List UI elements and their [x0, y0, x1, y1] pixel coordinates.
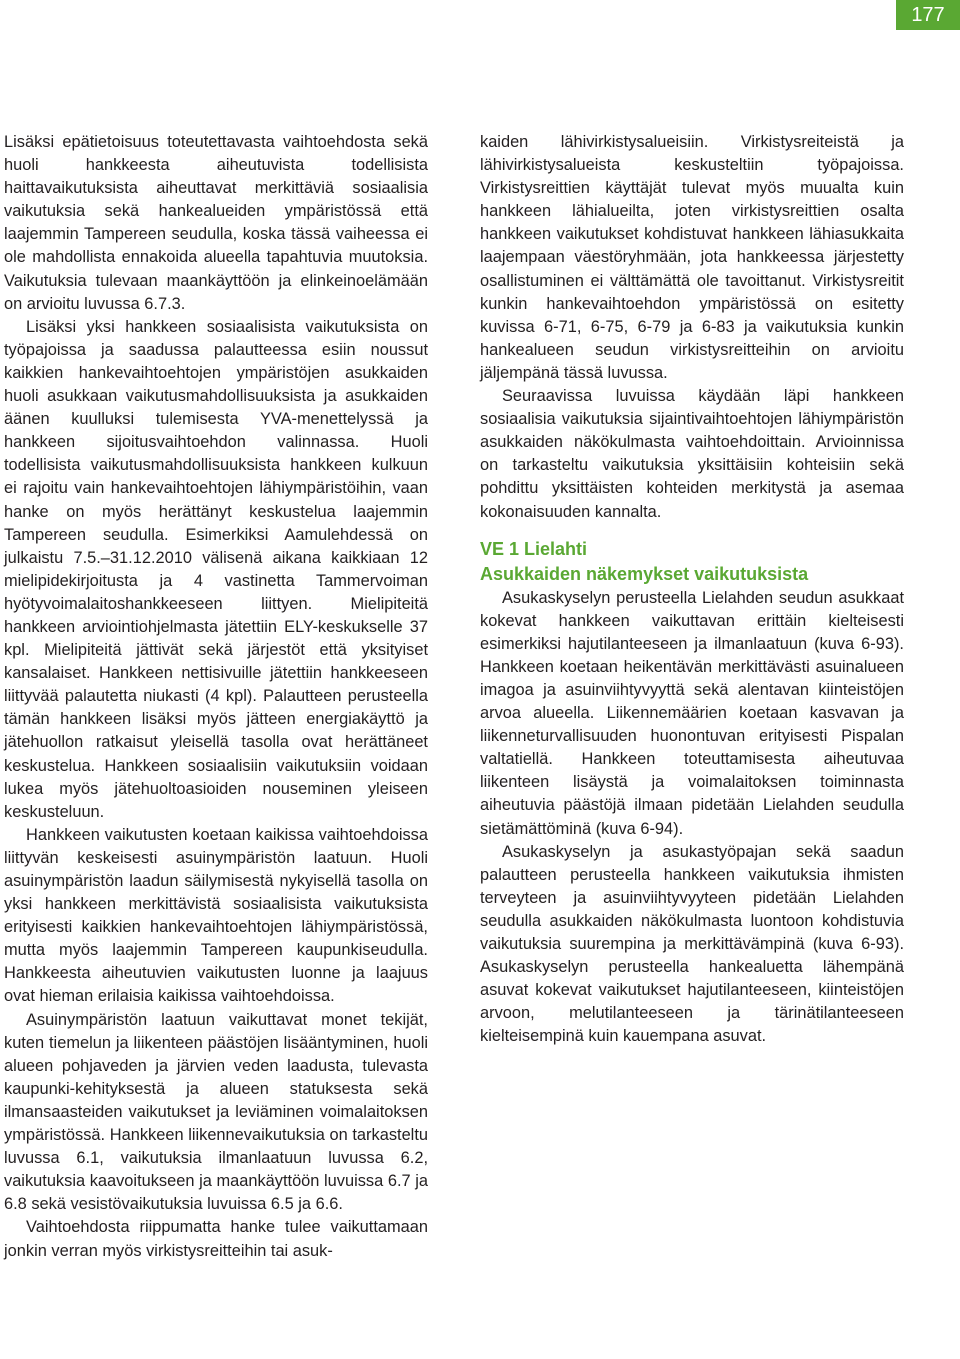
paragraph: Seuraavissa luvuissa käydään läpi hankkeen sosiaalisia vaikutuksia sijaintivaihtoehtojen lähiympäristön asukkaiden näkökulmasta vaihtoehdoittain. Arvioinnissa on tarkasteltu vaikutuksia yksittäisiin kohteisiin sekä pohdittu yksittäisten kohteiden merkitystä ja asemaa kokonaisuuden kannalta. [480, 387, 904, 521]
paragraph: Lisäksi yksi hankkeen sosiaalisista vaikutuksista on työpajoissa ja saadussa palautteessa esiin noussut kaikkien hankevaihtoehtojen ympäristöjen asukkaiden huoli asukkaan vaikutusmahdollisuuksista ja asukkaiden äänen kuulluksi tulemisesta YVA-menettelyssä ja hankkeen sijoitusvaihtoehdon valinnassa. Huoli todellisista vaikutusmahdollisuuksista hankkeen kulkuun ei rajoitu vain hankevaihtoehtojen lähiympäristöihin, vaan hanke on myös herättänyt keskustelua laajemmin Tampereen seudulla. Esimerkiksi Aamulehdessä on julkaistu 7.5.–31.12.2010 välisenä aikana kaikkiaan 12 mielipidekirjoitusta ja 4 vastinetta Tammervoiman hyötyvoimalaitoshankkeeseen liittyen. Mielipiteitä hankkeen arviointiohjelmasta jätettiin ELY-keskukselle 37 kpl. Mielipiteitä jättivät sekä järjestöt että yksityiset kansalaiset. Hankkeen nettisivuille jätettiin hankkeeseen liittyvää palautetta niukasti (4 kpl). Palautteen perusteella tämän hankkeen lisäksi myös jätteen energiakäyttö ja jätehuollon ratkaisut yleisellä tasolla ovat herättäneet keskustelua. Hankkeen sosiaalisiin vaikutuksiin voidaan lukea myös jätehuoltoasioiden nouseminen yleiseen keskusteluun. [4, 317, 428, 821]
left-column [4, 131, 428, 1263]
subsection-heading: Asukkaiden näkemykset vaikutuksista [480, 563, 809, 584]
paragraph: Lisäksi epätietoisuus toteutettavasta vaihtoehdosta sekä huoli hankkeesta aiheutuvista todellisista haittavaikutuksista aiheuttavat merkittäviä sosiaalisia vaikutuksia sekä hankealueiden ympäristössä että laajemmin Tampereen seudulla, koska tässä vaiheessa ei ole mahdollista ennakoida alueella tapahtuvia muutoksia. Vaikutuksia tulevaan maankäyttöön ja elinkeinoelämään on arvioitu luvussa 6.7.3. [4, 133, 428, 313]
paragraph: kaiden lähivirkistysalueisiin. Virkistysreiteistä ja lähivirkistysalueista keskusteltiin työpajoissa. Virkistysreittien käyttäjät tulevat myös muualta kuin hankkeen lähialueilta, joten virkistysreittien osalta hankkeen vaikutukset kohdistuvat hankkeen lähiasukkaita laajempaan väestöryhmään, jota hankkeessa järjestetty osallistuminen ei välttämättä ole tavoittanut. Virkistysreitit kunkin hankevaihtoehdon ympäristössä on esitetty kuvissa 6-71, 6-75, 6-79 ja 6-83 ja vaikutuksia kunkin hankealueen seudun virkistysreitteihin on arvioitu jäljempänä tässä luvussa. [480, 133, 904, 382]
paragraph: Hankkeen vaikutusten koetaan kaikissa vaihtoehdoissa liittyvän keskeisesti asuinympäristön laatuun. Huoli asuinympäristön laadun säilymisestä nykyisellä tasolla on yksi hankkeen merkittävistä sosiaalisista vaikutuksista erityisesti kaikkien hankevaihtoehtojen lähiympäristössä, mutta myös laajemmin Tampereen kaupunkiseudulla. Hankkeesta aiheutuvien vaikutusten luonne ja laajuus ovat hieman erilaisia kaikissa vaihtoehdoissa. [4, 825, 428, 1006]
paragraph: Asuinympäristön laatuun vaikuttavat monet tekijät, kuten tiemelun ja liikenteen päästöjen lisääntyminen, huoli alueen pohjaveden ja järvien veden laadusta, tulevasta kaupunki-kehityksestä ja alueen statuksesta sekä ilmansaasteiden vaikutukset ja leviäminen voimalaitoksen ympäristössä. Hankkeen liikennevaikutuksia on tarkasteltu luvussa 6.1, vaikutuksia ilmanlaatuun luvussa 6.2, vaikutuksia kaavoitukseen ja maankäyttöön luvuissa 6.7 ja 6.8 sekä vesistövaikutuksia luvuissa 6.5 ja 6.6. [4, 1010, 428, 1214]
paragraph: Asukaskyselyn ja asukastyöpajan sekä saadun palautteen perusteella hankkeen vaikutuksia ihmisten terveyteen ja asuinviihtyvyyteen pidetään Lielahden seudulla asukkaiden näkökulmasta luontoon kohdistuvia vaikutuksia suurempina ja merkittävämpinä (kuva 6-93). Asukaskyselyn perusteella hankealuetta lähempänä asuvat kokevat vaikutukset hajutilanteeseen, kiinteistöjen arvoon, melutilanteeseen ja tärinätilanteeseen kielteisempinä kuin kauempana asuvat. [480, 842, 904, 1046]
paragraph: Asukaskyselyn perusteella Lielahden seudun asukkaat kokevat hankkeen vaikuttavan erittäin kielteisesti esimerkiksi hajutilanteeseen ja ilmanlaatuun (kuva 6-93). Hankkeen koetaan heikentävän merkittävästi asuinalueen imagoa ja asuinviihtyvyyttä sekä alentavan kiinteistöjen arvoa alueella. Liikennemäärien koetaan kasvavan ja liikenneturvallisuuden huonontuvan erityisesti Pispalan valtatiellä. Hankkeen toteuttamisesta aiheutuvaa liikenteen lisäystä ja voimalaitoksen toiminnasta aiheutuvia päästöjä ilmaan pidetään Lielahden seudulla sietämättöminä (kuva 6-94). [480, 588, 904, 838]
section-heading: VE 1 Lielahti [480, 538, 588, 559]
paragraph: Vaihtoehdosta riippumatta hanke tulee vaikuttamaan jonkin verran myös virkistysreitteihin tai asuk- [4, 1218, 428, 1260]
page-number: 177 [896, 0, 960, 30]
right-column [480, 131, 904, 1048]
